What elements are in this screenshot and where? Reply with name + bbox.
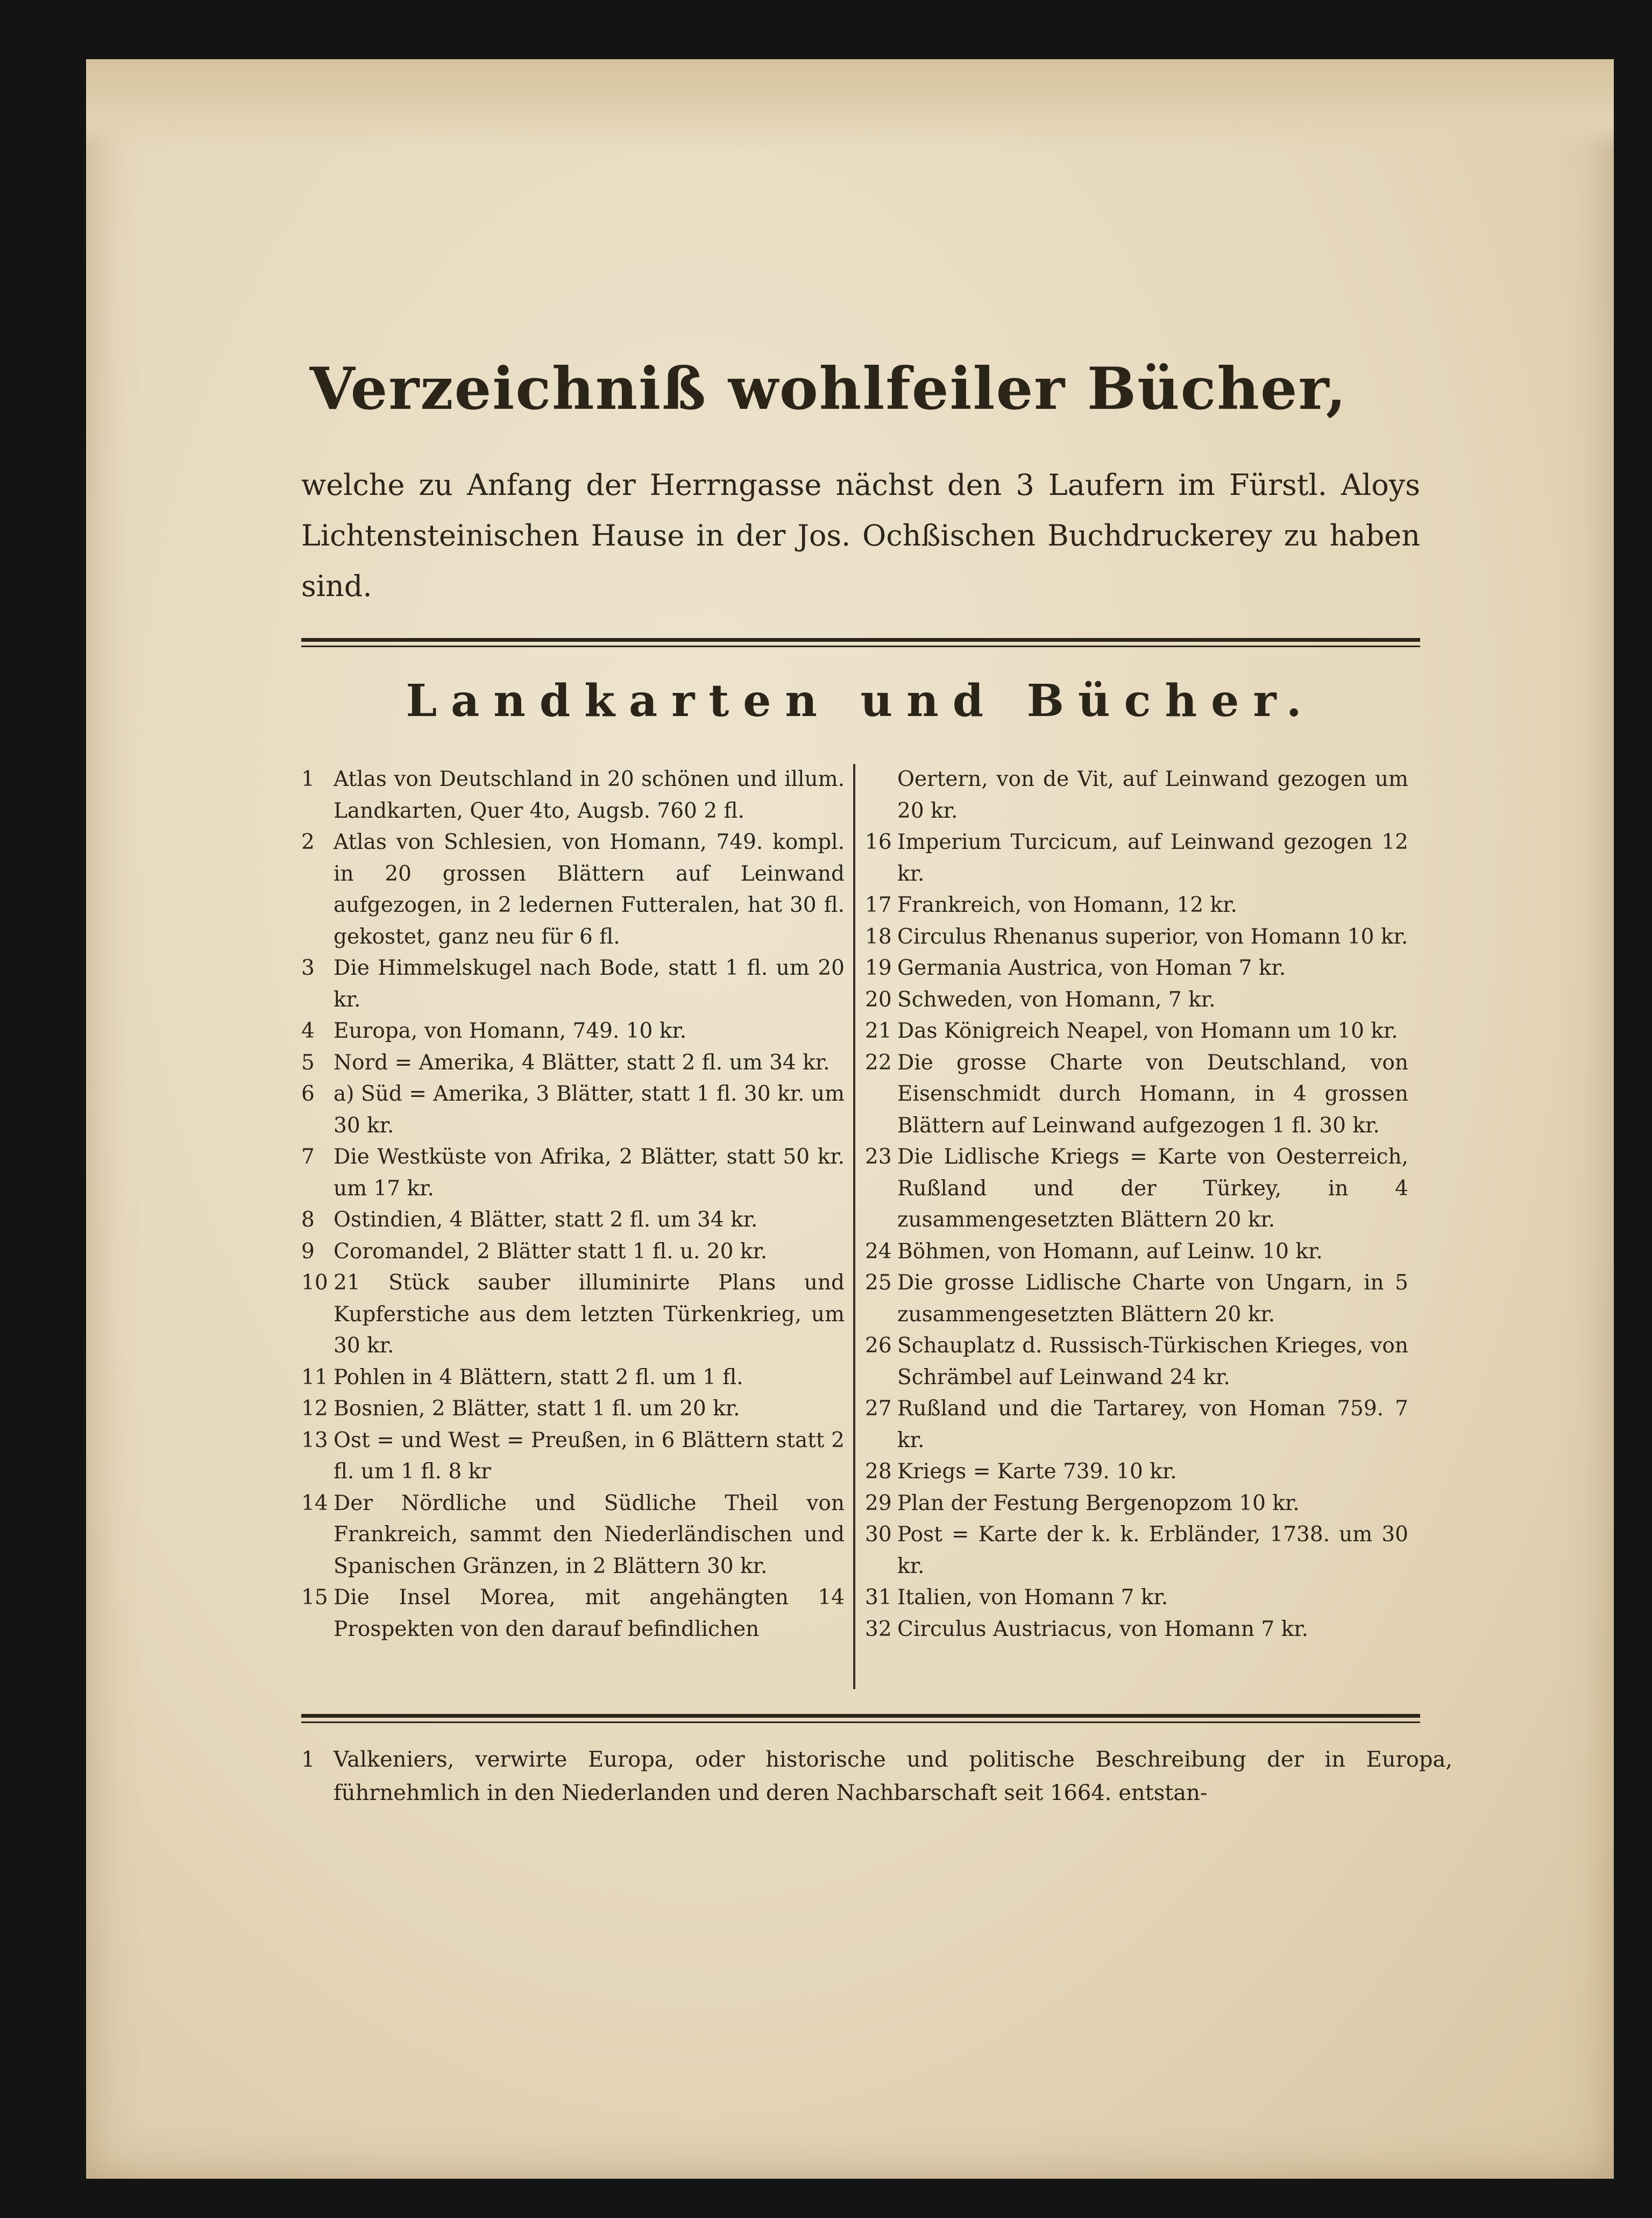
entry-text: Das Königreich Neapel, von Homann um 10 kr. (897, 1019, 1398, 1043)
entry-number: 10 (301, 1271, 328, 1295)
list-item (865, 1488, 1408, 1520)
entry-number: 15 (301, 1585, 328, 1610)
entry-number: 17 (865, 893, 892, 917)
entry-text: a) Süd = Amerika, 3 Blätter, statt 1 fl. 30 kr. um 30 kr. (334, 1082, 845, 1138)
entry-text: Bosnien, 2 Blätter, statt 1 fl. um 20 kr. (334, 1397, 740, 1421)
entry-text: Europa, von Homann, 749. 10 kr. (334, 1019, 687, 1043)
list-item (865, 1456, 1408, 1488)
list-item (301, 764, 845, 827)
entry-text: Atlas von Deutschland in 20 schönen und illum. Landkarten, Quer 4to, Augsb. 760 2 fl. (334, 767, 845, 823)
entry-text: Der Nördliche und Südliche Theil von Frankreich, sammt den Niederländischen und Spanischen Gränzen, in 2 Blättern 30 kr. (334, 1491, 845, 1578)
list-item (865, 1047, 1408, 1142)
list-item (301, 1079, 845, 1142)
entry-number: 5 (301, 1050, 315, 1075)
list-item (865, 1393, 1408, 1456)
entry-number: 1 (301, 1747, 315, 1772)
title-rule-thick (301, 638, 1420, 642)
entry-number: 21 (865, 1019, 892, 1043)
entry-number: 22 (865, 1050, 892, 1075)
entry-number: 23 (865, 1145, 892, 1169)
entry-text: Die grosse Lidlische Charte von Ungarn, in 5 zusammengesetzten Blättern 20 kr. (897, 1271, 1408, 1327)
entry-text: Atlas von Schlesien, von Homann, 749. kompl. in 20 grossen Blättern auf Leinwand aufgezogen, in 2 ledernen Futteralen, hat 30 fl. gekostet, ganz neu für 6 fl. (334, 830, 845, 949)
list-item (301, 1267, 845, 1362)
list-item (301, 1582, 845, 1645)
entry-number: 19 (865, 956, 892, 980)
footer-rule-thin (301, 1721, 1420, 1723)
entry-text: Circulus Austriacus, von Homann 7 kr. (897, 1617, 1309, 1641)
list-item (865, 890, 1408, 922)
entry-number: 25 (865, 1271, 892, 1295)
list-item (865, 1519, 1408, 1582)
entry-text: Frankreich, von Homann, 12 kr. (897, 893, 1237, 917)
entry-text: Ost = und West = Preußen, in 6 Blättern statt 2 fl. um 1 fl. 8 kr (334, 1428, 845, 1484)
entry-number: 30 (865, 1522, 892, 1547)
entry-text: Post = Karte der k. k. Erbländer, 1738. um 30 kr. (897, 1522, 1408, 1578)
entry-text: Circulus Rhenanus superior, von Homann 10 kr. (897, 924, 1408, 949)
entry-text: Die Westküste von Afrika, 2 Blätter, statt 50 kr. um 17 kr. (334, 1145, 845, 1201)
list-item (301, 1016, 845, 1047)
list-item (301, 1204, 845, 1236)
left-column (301, 764, 845, 1645)
entry-text: Die grosse Charte von Deutschland, von Eisenschmidt durch Homann, in 4 grossen Blättern auf Leinwand aufgezogen 1 fl. 30 kr. (897, 1050, 1408, 1138)
column-divider (853, 764, 855, 1689)
entry-number: 27 (865, 1397, 892, 1421)
list-item (301, 1047, 845, 1079)
folded-top-edge (86, 59, 1614, 151)
entry-number: 3 (301, 956, 315, 980)
list-item (865, 1614, 1408, 1646)
entry-number: 28 (865, 1459, 892, 1484)
entry-number: 11 (301, 1365, 328, 1390)
entry-number: 6 (301, 1082, 315, 1106)
entry-number: 26 (865, 1334, 892, 1358)
list-item (865, 1330, 1408, 1393)
entry-number: 32 (865, 1617, 892, 1641)
entry-text: Pohlen in 4 Blättern, statt 2 fl. um 1 fl. (334, 1365, 743, 1390)
entry-text: Kriegs = Karte 739. 10 kr. (897, 1459, 1177, 1484)
entry-text: 21 Stück sauber illuminirte Plans und Kupferstiche aus dem letzten Türkenkrieg, um 30 kr. (334, 1271, 845, 1358)
entry-number: 8 (301, 1208, 315, 1232)
list-item (865, 1236, 1408, 1268)
list-item (301, 1488, 845, 1583)
document-title: Verzeichniß wohlfeiler Bücher, (309, 355, 1348, 423)
list-item (865, 953, 1408, 984)
section-heading: Landkarten und Bücher. (406, 675, 1316, 727)
entry-text: Die Himmelskugel nach Bode, statt 1 fl. um 20 kr. (334, 956, 845, 1012)
entry-text: Ostindien, 4 Blätter, statt 2 fl. um 34 kr. (334, 1208, 758, 1232)
right-column (865, 764, 1408, 1645)
list-item (301, 1362, 845, 1394)
entry-number: 20 (865, 987, 892, 1012)
list-item (301, 827, 845, 953)
title-rule-thin (301, 646, 1420, 647)
document-subtitle: welche zu Anfang der Herrngasse nächst den 3 Laufern im Fürstl. Aloys Lichtensteinischen Hause in der Jos. Ochßischen Buchdruckerey zu haben sind. (301, 468, 1420, 603)
entry-text: Schauplatz d. Russisch-Türkischen Krieges, von Schrämbel auf Leinwand 24 kr. (897, 1334, 1408, 1390)
list-item (865, 1142, 1408, 1236)
entry-text: Germania Austrica, von Homan 7 kr. (897, 956, 1286, 980)
entry-number: 9 (301, 1239, 315, 1264)
entry-text: Nord = Amerika, 4 Blätter, statt 2 fl. um 34 kr. (334, 1050, 830, 1075)
entry-text: Coromandel, 2 Blätter statt 1 fl. u. 20 kr. (334, 1239, 768, 1264)
list-item (865, 764, 1408, 827)
list-item (865, 1582, 1408, 1614)
entry-text: Böhmen, von Homann, auf Leinw. 10 kr. (897, 1239, 1323, 1264)
entry-number: 24 (865, 1239, 892, 1264)
entry-text: Plan der Festung Bergenopzom 10 kr. (897, 1491, 1300, 1515)
entry-number: 16 (865, 830, 892, 854)
entry-text: Rußland und die Tartarey, von Homan 759. 7 kr. (897, 1397, 1408, 1452)
entry-text: Imperium Turcicum, auf Leinwand gezogen 12 kr. (897, 830, 1408, 886)
list-item (865, 827, 1408, 890)
entry-number: 7 (301, 1145, 315, 1169)
list-item (301, 1425, 845, 1488)
list-item (301, 1142, 845, 1204)
list-item (301, 1236, 845, 1268)
list-item (865, 984, 1408, 1016)
list-item (865, 1016, 1408, 1047)
entry-number: 29 (865, 1491, 892, 1515)
footer-rule-thick (301, 1714, 1420, 1718)
entry-number: 13 (301, 1428, 328, 1452)
entry-number: 4 (301, 1019, 315, 1043)
list-item (865, 1267, 1408, 1330)
entry-text: Italien, von Homann 7 kr. (897, 1585, 1168, 1610)
entry-text: Valkeniers, verwirte Europa, oder historische und politische Beschreibung der in Europa, führnehmlich in den Niederlanden und deren Nachbarschaft seit 1664. entstan- (334, 1747, 1452, 1805)
entry-number: 18 (865, 924, 892, 949)
footer-entry (301, 1743, 1452, 1810)
entry-number: 12 (301, 1397, 328, 1421)
entry-text: Schweden, von Homann, 7 kr. (897, 987, 1216, 1012)
list-item (301, 1393, 845, 1425)
entry-text: Die Lidlische Kriegs = Karte von Oesterreich, Rußland und der Türkey, in 4 zusammengesetzten Blättern 20 kr. (897, 1145, 1408, 1232)
entry-number: 14 (301, 1491, 328, 1515)
list-item (301, 953, 845, 1016)
entry-text: Oertern, von de Vit, auf Leinwand gezogen um 20 kr. (897, 767, 1408, 823)
entry-number: 1 (301, 767, 315, 791)
entry-text: Die Insel Morea, mit angehängten 14 Prospekten von den darauf befindlichen (334, 1585, 845, 1641)
entry-number: 31 (865, 1585, 892, 1610)
entry-number: 2 (301, 830, 315, 854)
list-item (865, 922, 1408, 953)
